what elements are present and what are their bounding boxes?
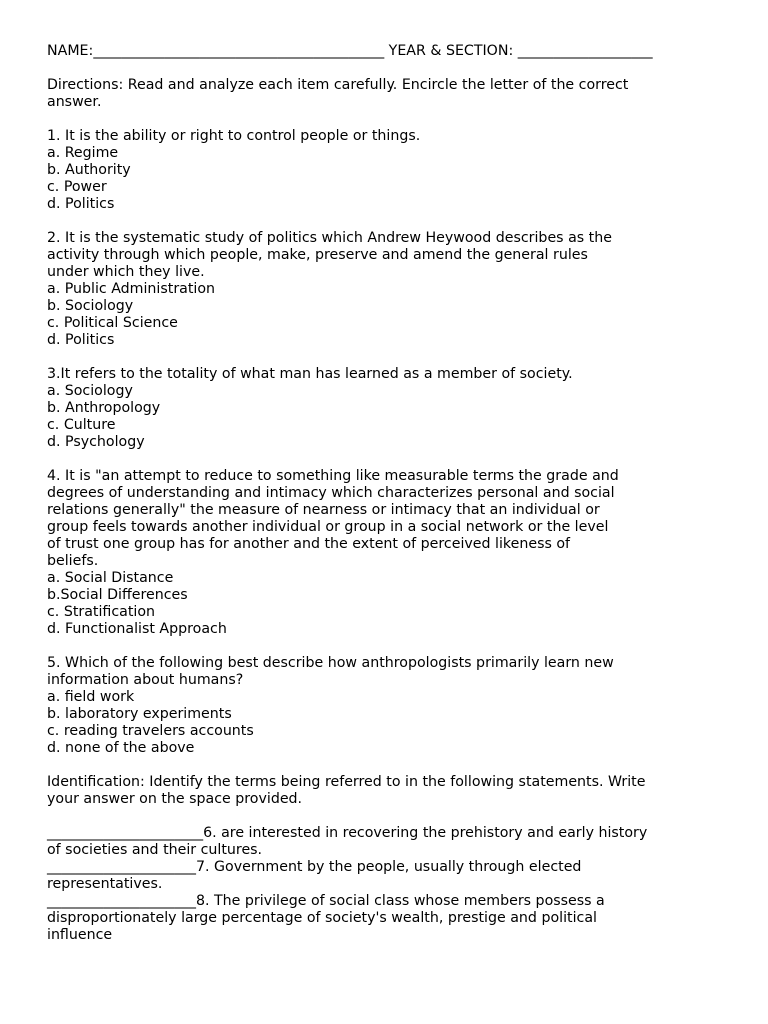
question-stem: under which they live. xyxy=(47,264,205,280)
option-b: b. Authority xyxy=(47,162,131,178)
identification-instructions xyxy=(47,774,727,808)
spacer xyxy=(47,757,727,774)
question-stem: 4. It is "an attempt to reduce to something like measurable terms the grade and xyxy=(47,468,619,484)
year-section-blank: ___________________ xyxy=(517,43,653,59)
name-blank: _________________________________________ xyxy=(93,43,385,59)
identification-line xyxy=(47,859,727,876)
option-a: a. Social Distance xyxy=(47,570,174,586)
item-text: 7. Government by the people, usually through elected xyxy=(195,859,582,875)
item-text: influence xyxy=(47,927,113,943)
spacer xyxy=(47,60,727,77)
option-a: a. Sociology xyxy=(47,383,133,399)
option-d: d. none of the above xyxy=(47,740,195,756)
question-stem: activity through which people, make, preserve and amend the general rules xyxy=(47,247,588,263)
directions xyxy=(47,77,727,111)
question-2 xyxy=(47,230,727,349)
option-c: c. Stratification xyxy=(47,604,156,620)
question-stem: 2. It is the systematic study of politics which Andrew Heywood describes as the xyxy=(47,230,612,246)
question-stem: degrees of understanding and intimacy which characterizes personal and social xyxy=(47,485,615,501)
item-text: representatives. xyxy=(47,876,163,892)
option-b: b. laboratory experiments xyxy=(47,706,232,722)
directions-line: answer. xyxy=(47,94,102,110)
option-a: a. Public Administration xyxy=(47,281,216,297)
question-stem: of trust one group has for another and the extent of perceived likeness of xyxy=(47,536,571,552)
spacer xyxy=(47,808,727,825)
spacer xyxy=(47,213,727,230)
question-1 xyxy=(47,128,727,213)
answer-blank: _____________________ xyxy=(47,859,196,875)
spacer xyxy=(47,638,727,655)
spacer xyxy=(47,111,727,128)
question-stem: 1. It is the ability or right to control people or things. xyxy=(47,128,421,144)
option-c: c. reading travelers accounts xyxy=(47,723,254,739)
item-text: 6. are interested in recovering the prehistory and early history xyxy=(203,825,648,841)
question-5 xyxy=(47,655,727,757)
option-b: b.Social Differences xyxy=(47,587,188,603)
identification-line xyxy=(47,825,727,842)
question-stem: group feels towards another individual or group in a social network or the level xyxy=(47,519,609,535)
identification-item-6 xyxy=(47,825,727,859)
identification-item-8 xyxy=(47,893,727,944)
identification-line xyxy=(47,893,727,910)
option-a: a. field work xyxy=(47,689,135,705)
option-d: d. Psychology xyxy=(47,434,145,450)
option-d: d. Functionalist Approach xyxy=(47,621,227,637)
spacer xyxy=(47,349,727,366)
question-stem: beliefs. xyxy=(47,553,99,569)
spacer xyxy=(47,451,727,468)
question-3 xyxy=(47,366,727,451)
question-stem: information about humans? xyxy=(47,672,244,688)
answer-blank: _____________________ xyxy=(47,893,196,909)
name-label: NAME: xyxy=(47,43,94,59)
header-row xyxy=(47,43,727,60)
option-c: c. Culture xyxy=(47,417,116,433)
year-section-label: YEAR & SECTION: xyxy=(384,43,518,59)
option-b: b. Anthropology xyxy=(47,400,161,416)
option-c: c. Power xyxy=(47,179,107,195)
item-text: disproportionately large percentage of society's wealth, prestige and political xyxy=(47,910,597,926)
directions-line: Directions: Read and analyze each item carefully. Encircle the letter of the correct xyxy=(47,77,629,93)
question-stem: 5. Which of the following best describe how anthropologists primarily learn new xyxy=(47,655,614,671)
identification-item-7 xyxy=(47,859,727,893)
answer-blank: ______________________ xyxy=(47,825,204,841)
identification-line: Identification: Identify the terms being referred to in the following statements. Write xyxy=(47,774,646,790)
option-d: d. Politics xyxy=(47,332,115,348)
option-c: c. Political Science xyxy=(47,315,178,331)
worksheet-page xyxy=(47,43,727,944)
question-stem: 3.It refers to the totality of what man has learned as a member of society. xyxy=(47,366,573,382)
option-d: d. Politics xyxy=(47,196,115,212)
item-text: 8. The privilege of social class whose members possess a xyxy=(195,893,605,909)
question-4 xyxy=(47,468,727,638)
identification-line: your answer on the space provided. xyxy=(47,791,303,807)
option-a: a. Regime xyxy=(47,145,119,161)
item-text: of societies and their cultures. xyxy=(47,842,263,858)
question-stem: relations generally" the measure of nearness or intimacy that an individual or xyxy=(47,502,600,518)
option-b: b. Sociology xyxy=(47,298,134,314)
